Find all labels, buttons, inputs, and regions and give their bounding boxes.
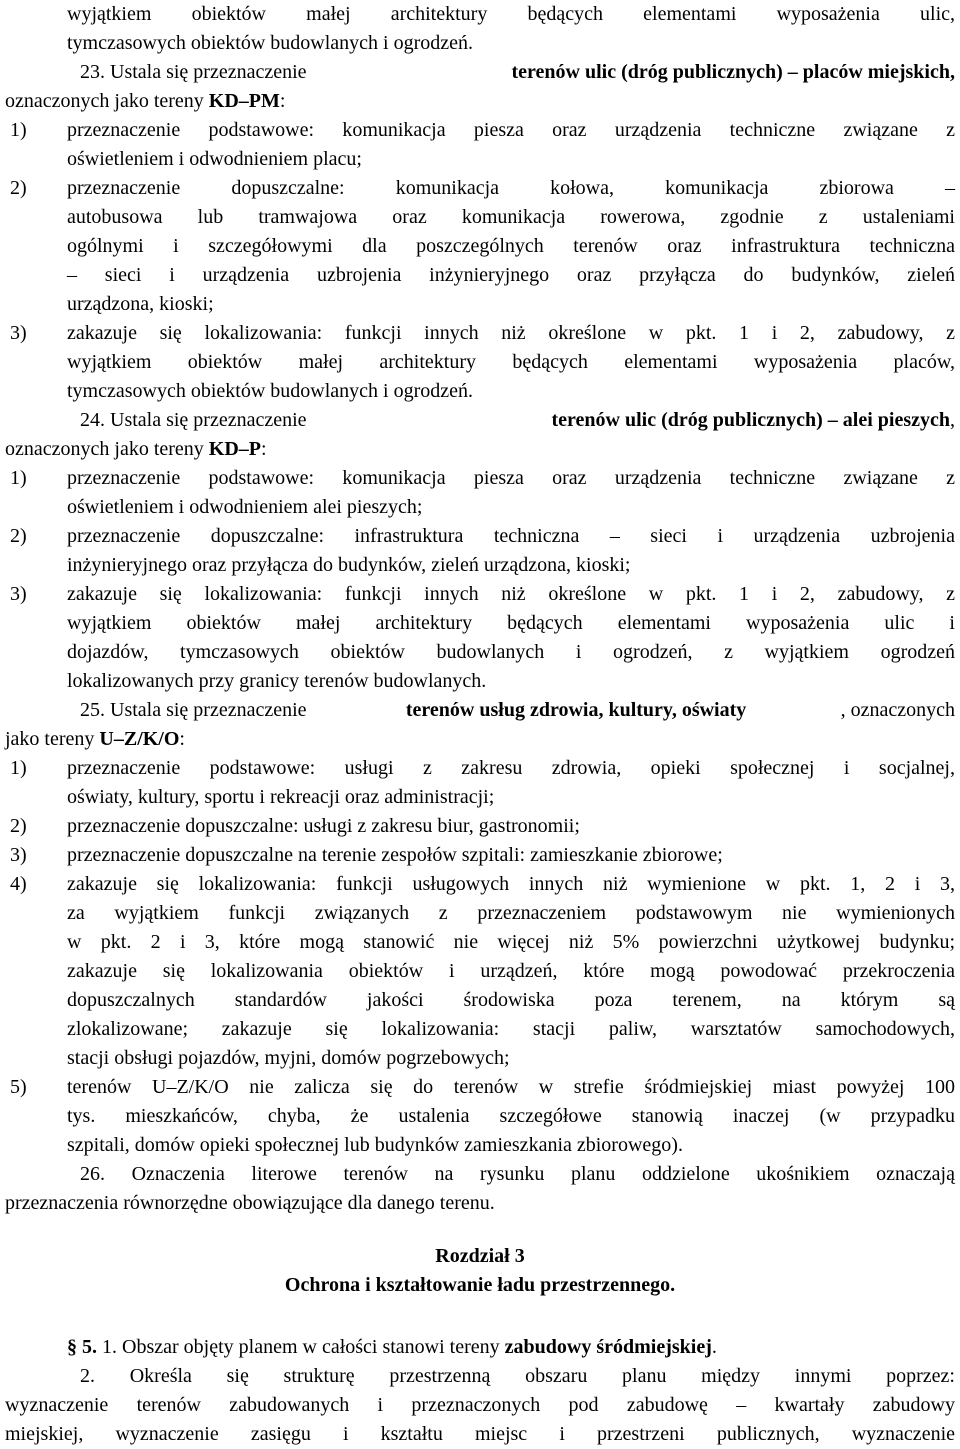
list-item-text: przeznaczenie podstawowe: komunikacja piesza oraz urządzenia techniczne związane z xyxy=(67,119,955,141)
list-number: 5) xyxy=(10,1076,27,1098)
list-item-text: zakazuje się lokalizowania obiektów i urządzeń, które mogą powodować przekroczenia xyxy=(67,960,955,982)
paragraph-26-line: 26. Oznaczenia literowe terenów na rysunku planu oddzielone ukośnikiem oznaczają xyxy=(80,1163,955,1185)
list-number: 1) xyxy=(10,467,27,489)
paragraph-24-lead: 24. Ustala się przeznaczenie xyxy=(80,409,312,431)
text-line: przeznaczenia równorzędne obowiązujące dla danego terenu. xyxy=(5,1192,495,1214)
list-item-text: stacji obsługi pojazdów, myjni, domów pogrzebowych; xyxy=(67,1047,510,1069)
list-item-text: oświetleniem i odwodnieniem alei pieszych; xyxy=(67,496,423,518)
list-number: 2) xyxy=(10,177,27,199)
list-item-text: autobusowa lub tramwajowa oraz komunikacja rowerowa, zgodnie z ustaleniami xyxy=(67,206,955,228)
list-number: 1) xyxy=(10,757,27,779)
designation-colon: : xyxy=(279,90,286,112)
list-item-text: za wyjątkiem funkcji związanych z przeznaczeniem podstawowym nie wymienionych xyxy=(67,902,955,924)
list-item-text: przeznaczenie dopuszczalne: usługi z zakresu biur, gastronomii; xyxy=(67,815,580,837)
list-item-text: przeznaczenie dopuszczalne: infrastruktura techniczna – sieci i urządzenia uzbrojenia xyxy=(67,525,955,547)
list-number: 3) xyxy=(10,322,27,344)
list-item-text: przeznaczenie dopuszczalne: komunikacja kołowa, komunikacja zbiorowa – xyxy=(67,177,955,199)
text-line: tymczasowych obiektów budowlanych i ogrodzeń. xyxy=(67,32,474,54)
list-item-text: inżynieryjnego oraz przyłącza do budynków, zieleń urządzona, kioski; xyxy=(67,554,631,576)
section-5-point-1: 1. Obszar objęty planem w całości stanowi tereny xyxy=(97,1336,505,1358)
list-item-text: urządzona, kioski; xyxy=(67,293,214,315)
paragraph-25-tail: , oznaczonych xyxy=(840,699,955,721)
list-item-text: wyjątkiem obiektów małej architektury będących elementami wyposażenia placów, xyxy=(67,351,955,373)
list-number: 3) xyxy=(10,844,27,866)
list-item-text: szpitali, domów opieki społecznej lub budynków zamieszkania zbiorowego). xyxy=(67,1134,683,1156)
list-item-text: oświetleniem i odwodnieniem placu; xyxy=(67,148,362,170)
list-item-text: zakazuje się lokalizowania: funkcji innych niż określone w pkt. 1 i 2, zabudowy, z xyxy=(67,322,955,344)
designation-prefix: oznaczonych jako tereny xyxy=(5,438,209,460)
list-number: 1) xyxy=(10,119,27,141)
paragraph-23-subject: terenów ulic (dróg publicznych) – placów miejskich, xyxy=(511,61,955,83)
list-item-text: zakazuje się lokalizowania: funkcji usługowych innych niż wymienione w pkt. 1, 2 i 3, xyxy=(67,873,955,895)
text-line xyxy=(5,435,267,464)
text-line xyxy=(5,87,285,116)
list-number: 3) xyxy=(10,583,27,605)
paragraph-25-line xyxy=(80,696,955,725)
section-5-period: . xyxy=(711,1336,717,1358)
list-item-text: wyjątkiem obiektów małej architektury będących elementami wyposażenia ulic i xyxy=(67,612,955,634)
list-item-text: w pkt. 2 i 3, które mogą stanowić nie więcej niż 5% powierzchni użytkowej budynku; xyxy=(67,931,955,953)
designation-code: U–Z/K/O xyxy=(99,728,180,750)
designation-code: KD–PM xyxy=(208,90,280,112)
list-number: 2) xyxy=(10,815,27,837)
section-5-subject: zabudowy śródmiejskiej xyxy=(504,1336,712,1358)
paragraph-25-subject: terenów usług zdrowia, kultury, oświaty xyxy=(405,699,747,721)
designation-prefix: oznaczonych jako tereny xyxy=(5,90,209,112)
designation-prefix: jako tereny xyxy=(5,728,100,750)
text-line xyxy=(5,725,185,754)
paragraph-24-subject: terenów ulic (dróg publicznych) – alei pieszych xyxy=(551,409,950,431)
paragraph-25-lead: 25. Ustala się przeznaczenie xyxy=(80,699,312,721)
designation-colon: : xyxy=(261,438,267,460)
list-number: 4) xyxy=(10,873,27,895)
designation-colon: : xyxy=(179,728,185,750)
chapter-title: Ochrona i kształtowanie ładu przestrzennego. xyxy=(284,1274,676,1296)
paragraph-24-comma: , xyxy=(950,409,955,431)
text-line: wyznaczenie terenów zabudowanych i przeznaczonych pod zabudowę – kwartały zabudowy xyxy=(5,1394,955,1416)
list-item-text: – sieci i urządzenia uzbrojenia inżynieryjnego oraz przyłącza do budynków, zieleń xyxy=(67,264,955,286)
list-item-text: lokalizowanych przy granicy terenów budowlanych. xyxy=(67,670,487,692)
paragraph-23-lead: 23. Ustala się przeznaczenie xyxy=(80,61,312,83)
list-item-text: tys. mieszkańców, chyba, że ustalenia szczegółowe stanowią inaczej (w przypadku xyxy=(67,1105,955,1127)
list-item-text: ogólnymi i szczegółowymi dla poszczególnych terenów oraz infrastruktura techniczna xyxy=(67,235,955,257)
list-item-text: tymczasowych obiektów budowlanych i ogrodzeń. xyxy=(67,380,474,402)
list-item-text: dopuszczalnych standardów jakości środowiska poza terenem, na którym są xyxy=(67,989,955,1011)
list-item-text: przeznaczenie podstawowe: komunikacja piesza oraz urządzenia techniczne związane z xyxy=(67,467,955,489)
list-item-text: terenów U–Z/K/O nie zalicza się do terenów w strefie śródmiejskiej miast powyżej 100 xyxy=(67,1076,955,1098)
paragraph-23-line xyxy=(80,58,955,87)
section-5-line xyxy=(67,1333,717,1362)
list-item-text: oświaty, kultury, sportu i rekreacji oraz administracji; xyxy=(67,786,495,808)
text-line: miejskiej, wyznaczenie zasięgu i kształtu miejsc i przestrzeni publicznych, wyznaczenie xyxy=(5,1423,955,1445)
list-item-text: dojazdów, tymczasowych obiektów budowlanych i ogrodzeń, z wyjątkiem ogrodzeń xyxy=(67,641,955,663)
text-line: wyjątkiem obiektów małej architektury będących elementami wyposażenia ulic, xyxy=(67,3,955,25)
list-item-text: przeznaczenie dopuszczalne na terenie zespołów szpitali: zamieszkanie zbiorowe; xyxy=(67,844,723,866)
list-item-text: przeznaczenie podstawowe: usługi z zakresu zdrowia, opieki społecznej i socjalnej, xyxy=(67,757,955,779)
chapter-number: Rozdział 3 xyxy=(435,1245,525,1267)
designation-code: KD–P xyxy=(208,438,262,460)
list-item-text: zlokalizowane; zakazuje się lokalizowania: stacji paliw, warsztatów samochodowych, xyxy=(67,1018,955,1040)
section-5-point-2: 2. Określa się strukturę przestrzenną obszaru planu między innymi poprzez: xyxy=(80,1365,955,1387)
list-item-text: zakazuje się lokalizowania: funkcji innych niż określone w pkt. 1 i 2, zabudowy, z xyxy=(67,583,955,605)
paragraph-24-line xyxy=(80,406,955,435)
list-number: 2) xyxy=(10,525,27,547)
section-number: § 5. xyxy=(67,1336,97,1358)
